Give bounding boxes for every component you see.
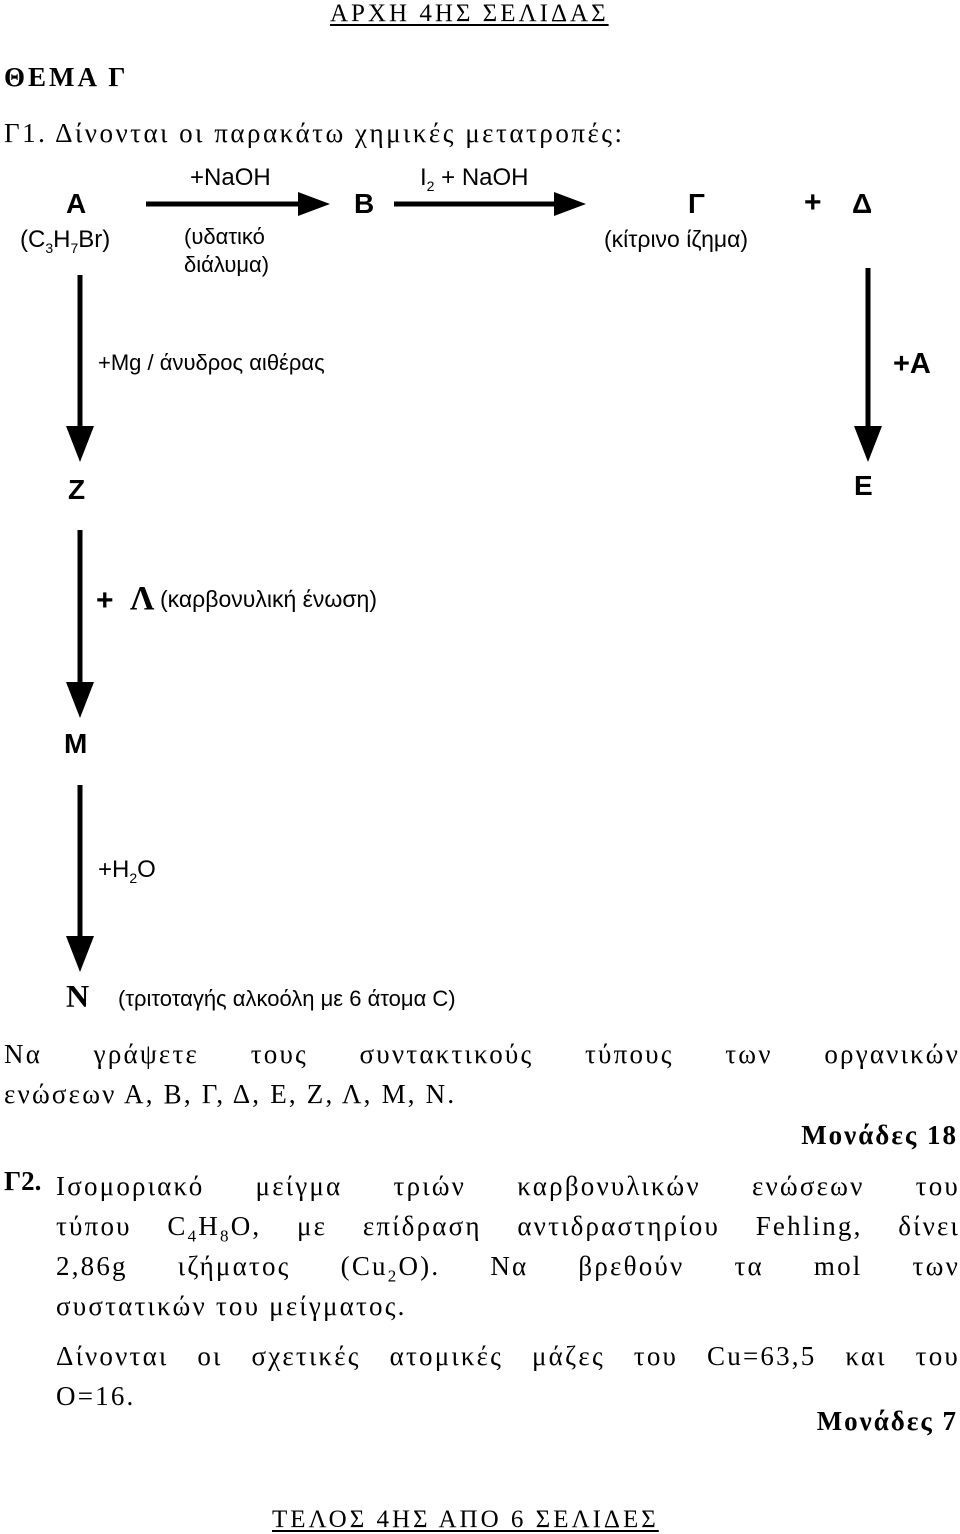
plus-sign-l: + — [96, 584, 114, 617]
compound-a: Α — [66, 188, 87, 219]
page-footer: ΤΕΛΟΣ 4ΗΣ ΑΠΟ 6 ΣΕΛΙΔΕΣ — [272, 1506, 659, 1533]
compound-l-note: (καρβονυλική ένωση) — [160, 586, 378, 612]
compound-m: Μ — [64, 728, 88, 759]
compound-n-note: (τριτοταγής αλκοόλη με 6 άτομα C) — [118, 986, 456, 1011]
g2-line2: τύπου $C_4H_8O$, με επίδραση αντιδραστηρίου Fehling, δίνει — [56, 1211, 960, 1246]
plus-sign: + — [804, 186, 822, 219]
compound-n: Ν — [66, 978, 90, 1014]
arrow-d-to-e — [854, 268, 882, 462]
reagent-plus-a: +Α — [893, 348, 931, 380]
section-title: ΘΕΜΑ Γ — [4, 62, 129, 92]
arrow-b-to-g — [394, 192, 586, 216]
arrow-a-to-b — [146, 192, 330, 216]
compound-l: Λ — [130, 580, 155, 617]
g1-intro: Δίνονται οι παρακάτω χημικές μετατροπές: — [55, 118, 625, 148]
arrow-z-to-m — [66, 530, 94, 718]
compound-z: Ζ — [68, 474, 86, 505]
naoh-condition-line2: διάλυμα) — [184, 252, 270, 277]
arrow-a-to-z — [66, 275, 94, 462]
reagent-mg-ether: +Mg / άνυδρος αιθέρας — [98, 350, 325, 375]
reagent-h2o: $+H_2O$ — [98, 856, 156, 886]
g1-marks: Μονάδες 18 — [801, 1120, 958, 1150]
compound-b: Β — [354, 188, 375, 219]
g1-question-line1: Να γράψετε τους συντακτικούς τύπους των οργανικών — [4, 1039, 960, 1069]
g1-number: Γ1. — [4, 118, 48, 148]
naoh-condition-line1: (υδατικό — [184, 224, 265, 249]
g2-line3: 2,86g ιζήματος $(Cu_2O)$. Να βρεθούν τα mol των — [56, 1251, 960, 1286]
g2-line5: Δίνονται οι σχετικές ατομικές μάζες του Cu=63,5 και του — [56, 1341, 960, 1371]
compound-a-formula: $(C_3H_7Br)$ — [20, 226, 111, 256]
g2-line6: O=16. — [56, 1381, 136, 1411]
compound-d: Δ — [852, 188, 873, 219]
reagent-naoh: +NaOH — [190, 164, 271, 191]
compound-g-note: (κίτρινο ίζημα) — [604, 226, 749, 252]
page-header: ΑΡΧΗ 4ΗΣ ΣΕΛΙΔΑΣ — [330, 0, 609, 27]
g2-marks: Μονάδες 7 — [816, 1406, 958, 1436]
g2-line1: Ισομοριακό μείγμα τριών καρβονυλικών ενώσεων του — [56, 1171, 960, 1201]
g1-question-line2: ενώσεων Α, Β, Γ, Δ, Ε, Ζ, Λ, Μ, Ν. — [4, 1079, 457, 1109]
compound-g: Γ — [688, 188, 705, 219]
arrow-m-to-n — [66, 785, 94, 972]
g2-number: Γ2. — [4, 1166, 42, 1196]
compound-e: Ε — [854, 470, 873, 501]
g2-line4: συστατικών του μείγματος. — [56, 1291, 407, 1321]
reagent-i2-naoh: $I_2$ + NaOH — [420, 164, 529, 194]
